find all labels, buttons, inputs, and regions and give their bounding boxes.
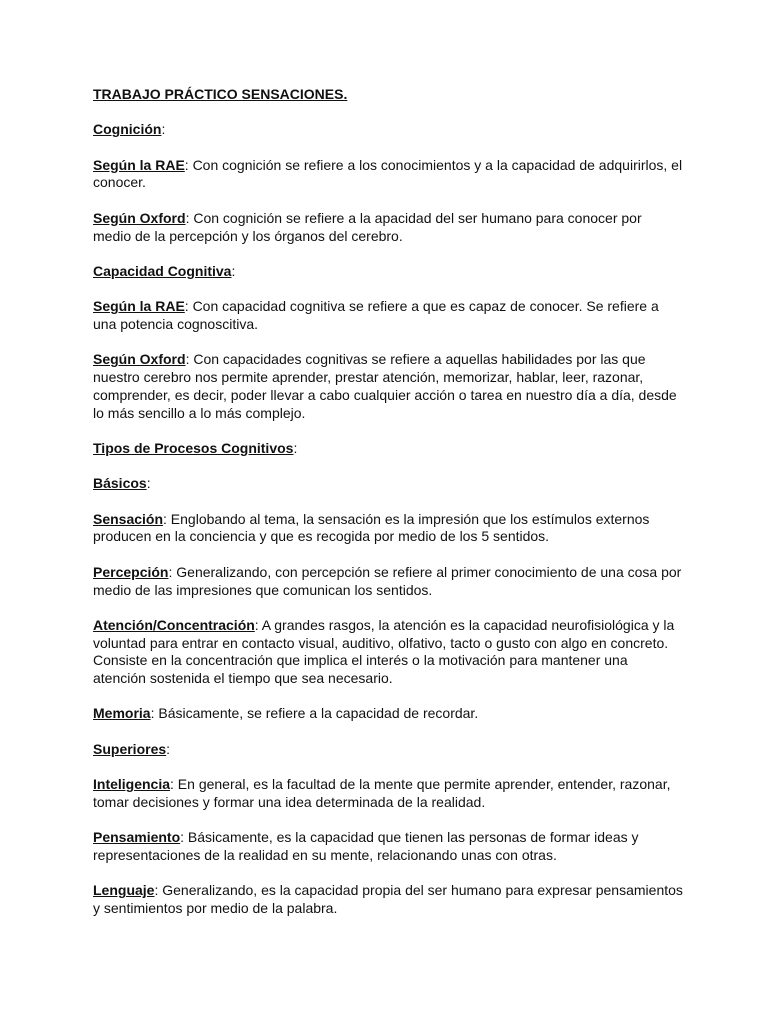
section-heading xyxy=(93,263,683,281)
section-heading-term: Capacidad Cognitiva xyxy=(93,262,232,279)
section-heading xyxy=(93,440,683,458)
section-heading-colon: : xyxy=(146,475,151,492)
definition-term: Según la RAE xyxy=(93,156,185,173)
section-heading-term: Básicos xyxy=(93,475,147,492)
definition-text: : Básicamente, es la capacidad que tienen las personas de formar ideas y representaciones de la realidad en su mente, relacionando unas con otras. xyxy=(93,829,639,863)
definition-paragraph xyxy=(93,882,683,917)
definition-text: : Básicamente, se refiere a la capacidad de recordar. xyxy=(150,705,479,722)
section-heading-term: Tipos de Procesos Cognitivos xyxy=(93,439,294,456)
definition-text: : Con capacidades cognitivas se refiere a aquellas habilidades por las que nuestro cerebro nos permite aprender, prestar atención, memorizar, hablar, leer, razonar, comprender, es decir, poder llevar a cabo cualquier acción o tarea en nuestro día a día, desde lo más sencillo a lo más complejo. xyxy=(93,351,677,421)
definition-paragraph xyxy=(93,351,683,422)
document-page xyxy=(93,86,683,935)
definition-paragraph xyxy=(93,511,683,546)
section-heading-colon: : xyxy=(293,439,298,456)
definition-paragraph xyxy=(93,298,683,333)
definition-paragraph xyxy=(93,210,683,245)
definition-text: : Generalizando, con percepción se refiere al primer conocimiento de una cosa por medio de las impresiones que comunican los sentidos. xyxy=(93,563,682,598)
definition-paragraph xyxy=(93,157,683,192)
definition-text: : En general, es la facultad de la mente que permite aprender, entender, razonar, tomar decisiones y formar una idea determinada de la realidad. xyxy=(93,776,671,810)
definition-text: : A grandes rasgos, la atención es la capacidad neurofisiológica y la voluntad para entrar en contacto visual, auditivo, olfativo, tacto o gusto con algo en concreto. Consiste en la concentración que implica el interés o la motivación para mantener una atención sostenida el tiempo que sea necesario. xyxy=(93,616,675,687)
section-heading-colon: : xyxy=(231,262,236,279)
definition-term: Percepción xyxy=(93,563,169,580)
definition-paragraph xyxy=(93,829,683,864)
definition-term: Según la RAE xyxy=(93,298,185,315)
section-heading-term: Superiores xyxy=(93,740,167,757)
definition-text: : Con capacidad cognitiva se refiere a que es capaz de conocer. Se refiere a una potencia cognoscitiva. xyxy=(93,298,659,333)
definition-term: Sensación xyxy=(93,510,164,527)
definition-term: Memoria xyxy=(93,705,151,722)
document-body xyxy=(93,121,683,917)
section-heading xyxy=(93,475,683,493)
section-heading-colon: : xyxy=(161,121,166,138)
section-heading-colon: : xyxy=(166,740,171,757)
section-heading xyxy=(93,741,683,759)
section-heading xyxy=(93,121,683,139)
section-heading-term: Cognición xyxy=(93,121,162,138)
definition-term: Pensamiento xyxy=(93,829,181,846)
definition-paragraph xyxy=(93,617,683,688)
definition-text: : Con cognición se refiere a la apacidad del ser humano para conocer por medio de la percepción y los órganos del cerebro. xyxy=(93,209,642,244)
definition-term: Inteligencia xyxy=(93,776,171,793)
definition-text: : Englobando al tema, la sensación es la impresión que los estímulos externos producen en la conciencia y que es recogida por medio de los 5 sentidos. xyxy=(93,510,650,545)
definition-paragraph xyxy=(93,564,683,599)
document-title: TRABAJO PRÁCTICO SENSACIONES. xyxy=(93,86,348,102)
definition-term: Según Oxford xyxy=(93,209,186,226)
definition-term: Según Oxford xyxy=(93,351,186,368)
definition-paragraph xyxy=(93,705,683,723)
definition-text: : Generalizando, es la capacidad propia del ser humano para expresar pensamientos y sentimientos por medio de la palabra. xyxy=(93,882,683,917)
definition-paragraph xyxy=(93,776,683,811)
definition-term: Lenguaje xyxy=(93,882,155,899)
definition-text: : Con cognición se refiere a los conocimientos y a la capacidad de adquirirlos, el conocer. xyxy=(93,156,683,191)
definition-term: Atención/Concentración xyxy=(93,616,255,633)
